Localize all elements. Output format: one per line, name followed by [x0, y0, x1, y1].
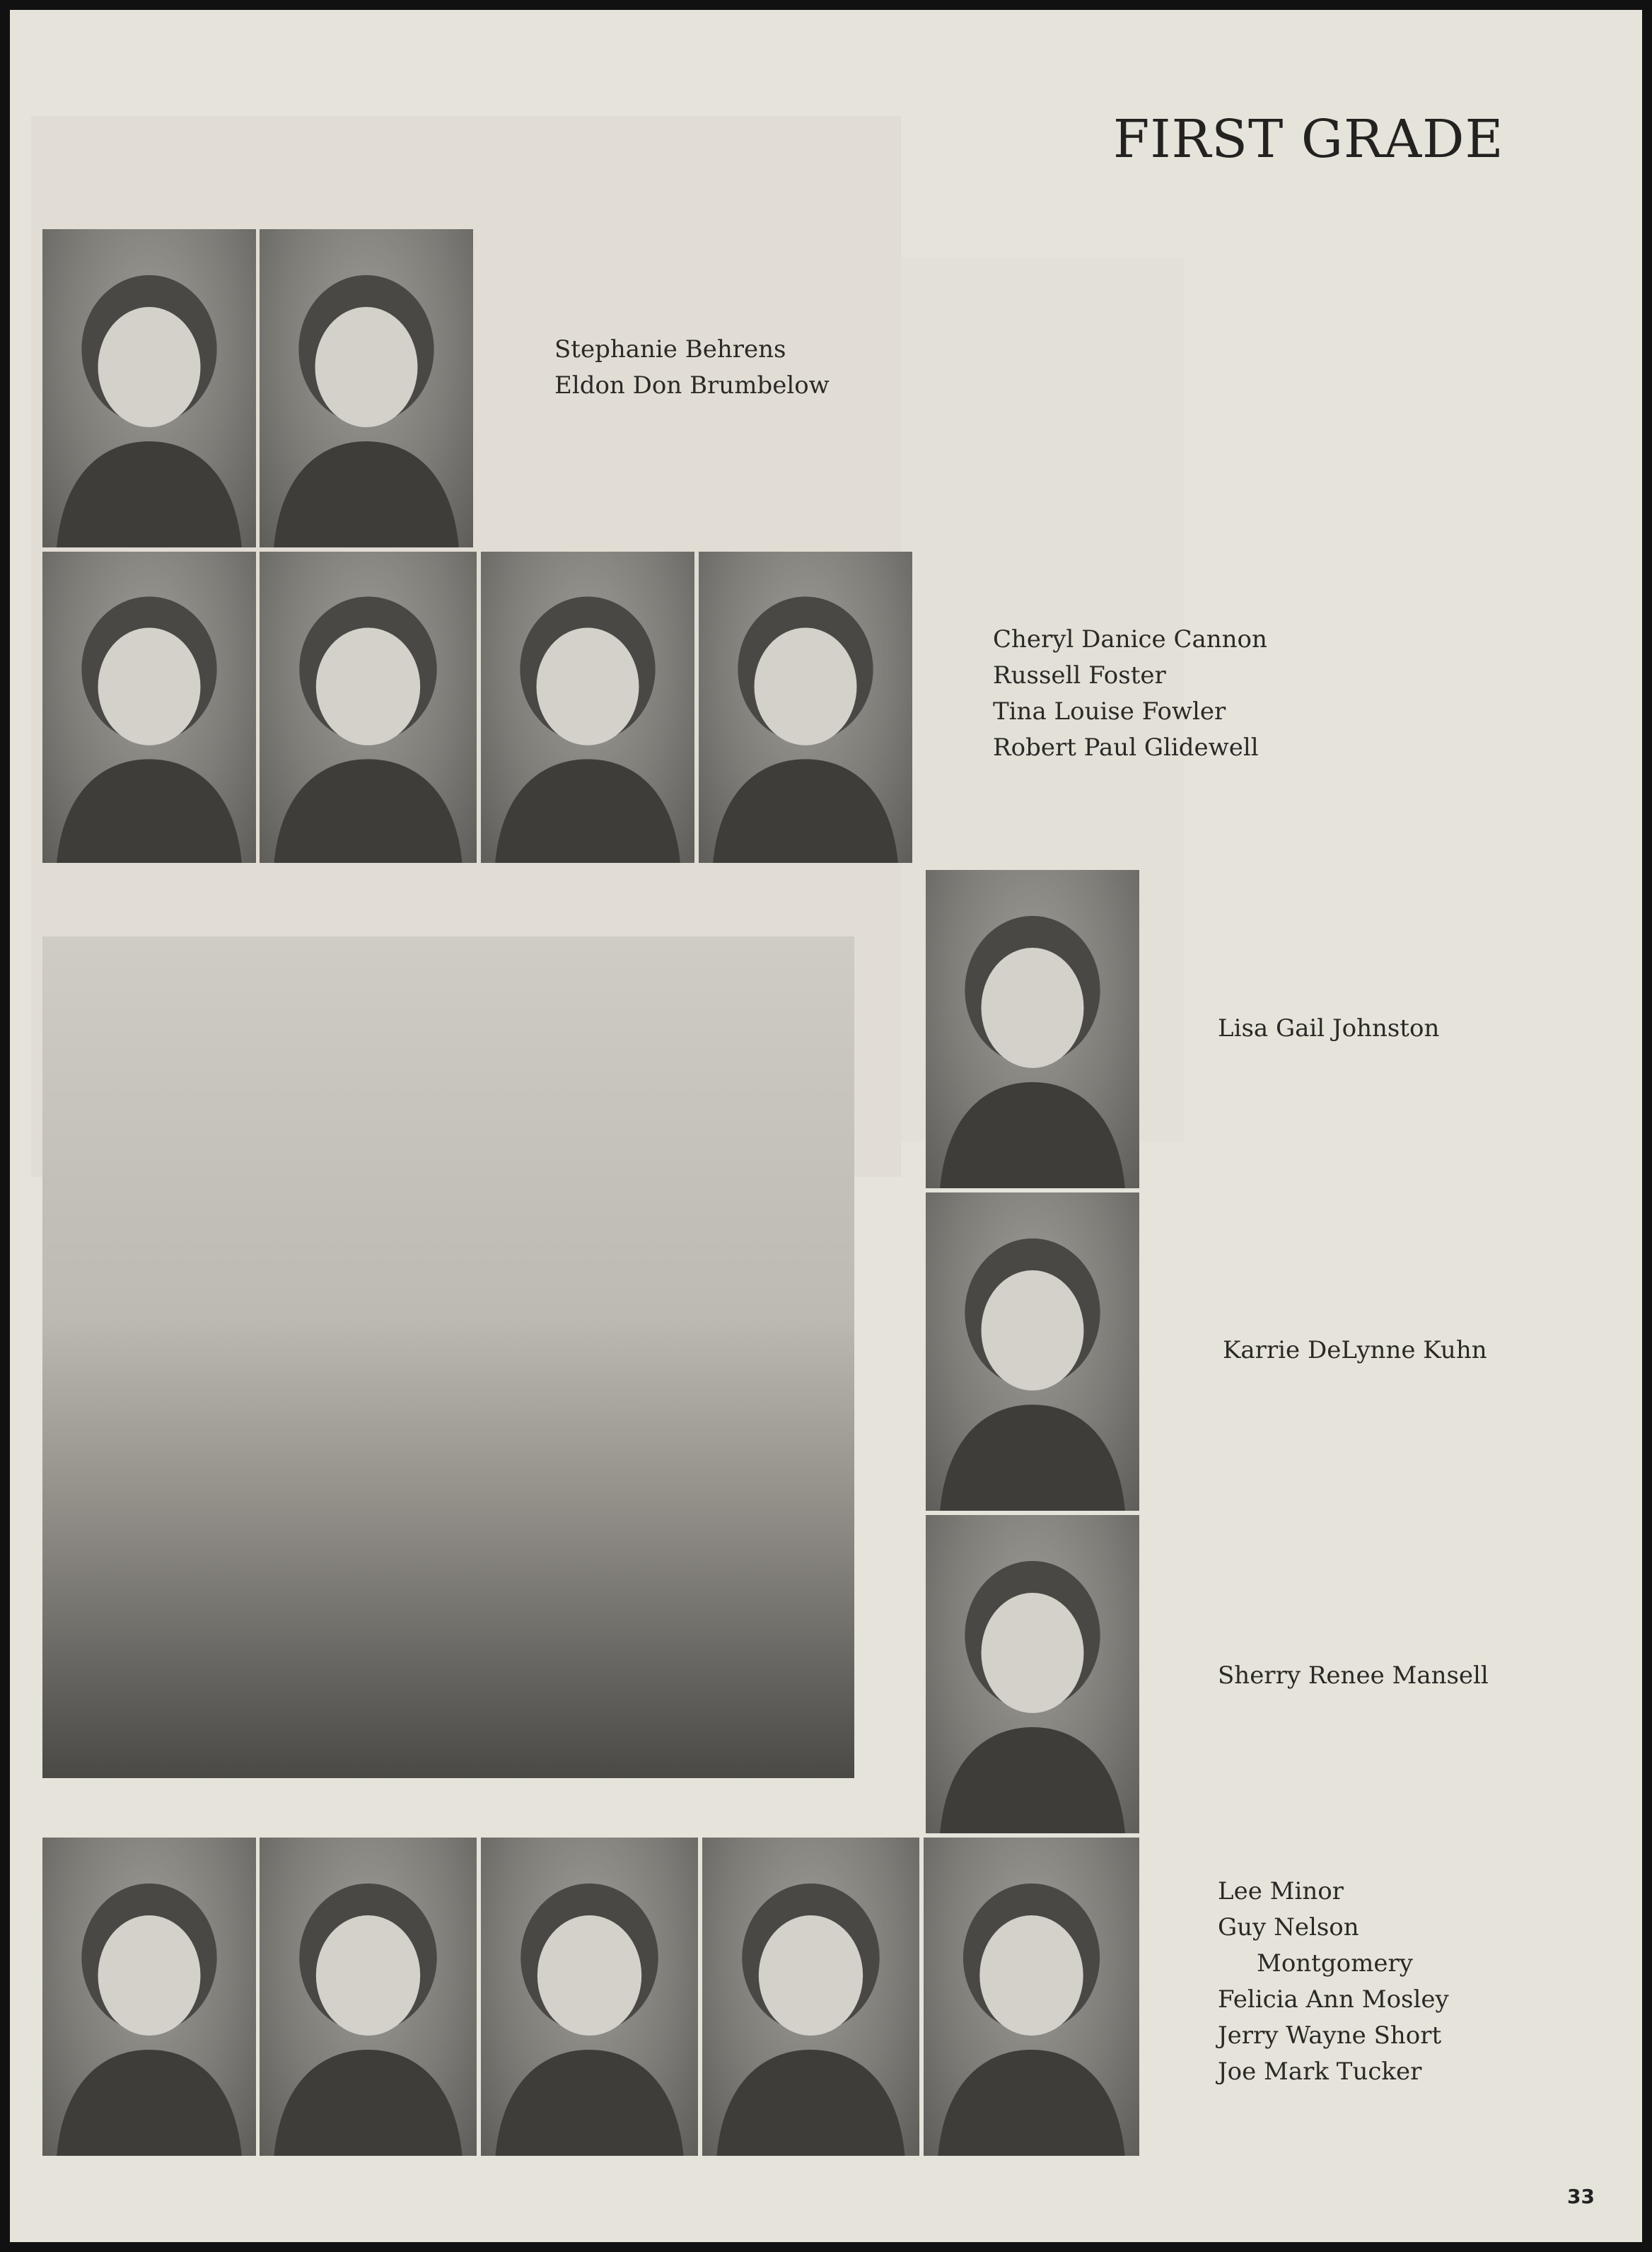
portrait-photo — [481, 1838, 698, 2156]
name-list-row5 — [1218, 1874, 1449, 2090]
name-single1 — [1218, 1011, 1439, 1047]
person-portrait-icon — [926, 1192, 1139, 1511]
yearbook-page — [10, 10, 1642, 2242]
person-portrait-icon — [481, 1838, 698, 2156]
portrait-photo — [481, 552, 694, 863]
student-name: Robert Paul Glidewell — [993, 733, 1259, 762]
person-portrait-icon — [699, 552, 912, 863]
student-name: Guy Nelson — [1218, 1913, 1359, 1942]
student-name: Cheryl Danice Cannon — [993, 625, 1267, 654]
student-name: Montgomery — [1257, 1949, 1413, 1978]
student-name: Felicia Ann Mosley — [1218, 1985, 1449, 2014]
student-name: Stephanie Behrens — [554, 335, 786, 364]
portrait-photo — [926, 1515, 1139, 1833]
person-portrait-icon — [260, 229, 473, 547]
person-portrait-icon — [42, 229, 256, 547]
person-portrait-icon — [42, 552, 256, 863]
portrait-photo — [260, 229, 473, 547]
student-name: Eldon Don Brumbelow — [554, 371, 830, 400]
student-name: Jerry Wayne Short — [1218, 2021, 1442, 2050]
person-portrait-icon — [924, 1838, 1139, 2156]
student-name: Karrie DeLynne Kuhn — [1223, 1336, 1487, 1364]
person-portrait-icon — [260, 1838, 477, 2156]
portrait-photo — [926, 870, 1139, 1188]
portrait-photo — [702, 1838, 919, 2156]
name-list-row2 — [993, 622, 1267, 766]
portrait-photo — [42, 552, 256, 863]
student-name: Lee Minor — [1218, 1877, 1344, 1905]
name-single3 — [1218, 1658, 1489, 1694]
portrait-photo — [42, 1838, 256, 2156]
name-list-row1 — [554, 332, 830, 404]
student-name: Sherry Renee Mansell — [1218, 1661, 1489, 1690]
portrait-photo — [42, 229, 256, 547]
person-portrait-icon — [926, 1515, 1139, 1833]
person-portrait-icon — [260, 552, 477, 863]
portrait-photo — [924, 1838, 1139, 2156]
portrait-photo — [260, 552, 477, 863]
person-portrait-icon — [42, 1838, 256, 2156]
name-single2 — [1223, 1333, 1487, 1369]
person-portrait-icon — [702, 1838, 919, 2156]
portrait-photo — [699, 552, 912, 863]
person-portrait-icon — [481, 552, 694, 863]
student-name: Lisa Gail Johnston — [1218, 1014, 1440, 1043]
student-name: Tina Louise Fowler — [993, 697, 1226, 726]
page-title: FIRST GRADE — [1113, 109, 1504, 170]
student-name: Joe Mark Tucker — [1218, 2057, 1422, 2086]
portrait-photo — [260, 1838, 477, 2156]
page-number: 33 — [1567, 2185, 1595, 2208]
student-name: Russell Foster — [993, 661, 1166, 690]
portrait-photo — [926, 1192, 1139, 1511]
person-portrait-icon — [926, 870, 1139, 1188]
classroom-photo — [42, 936, 854, 1778]
